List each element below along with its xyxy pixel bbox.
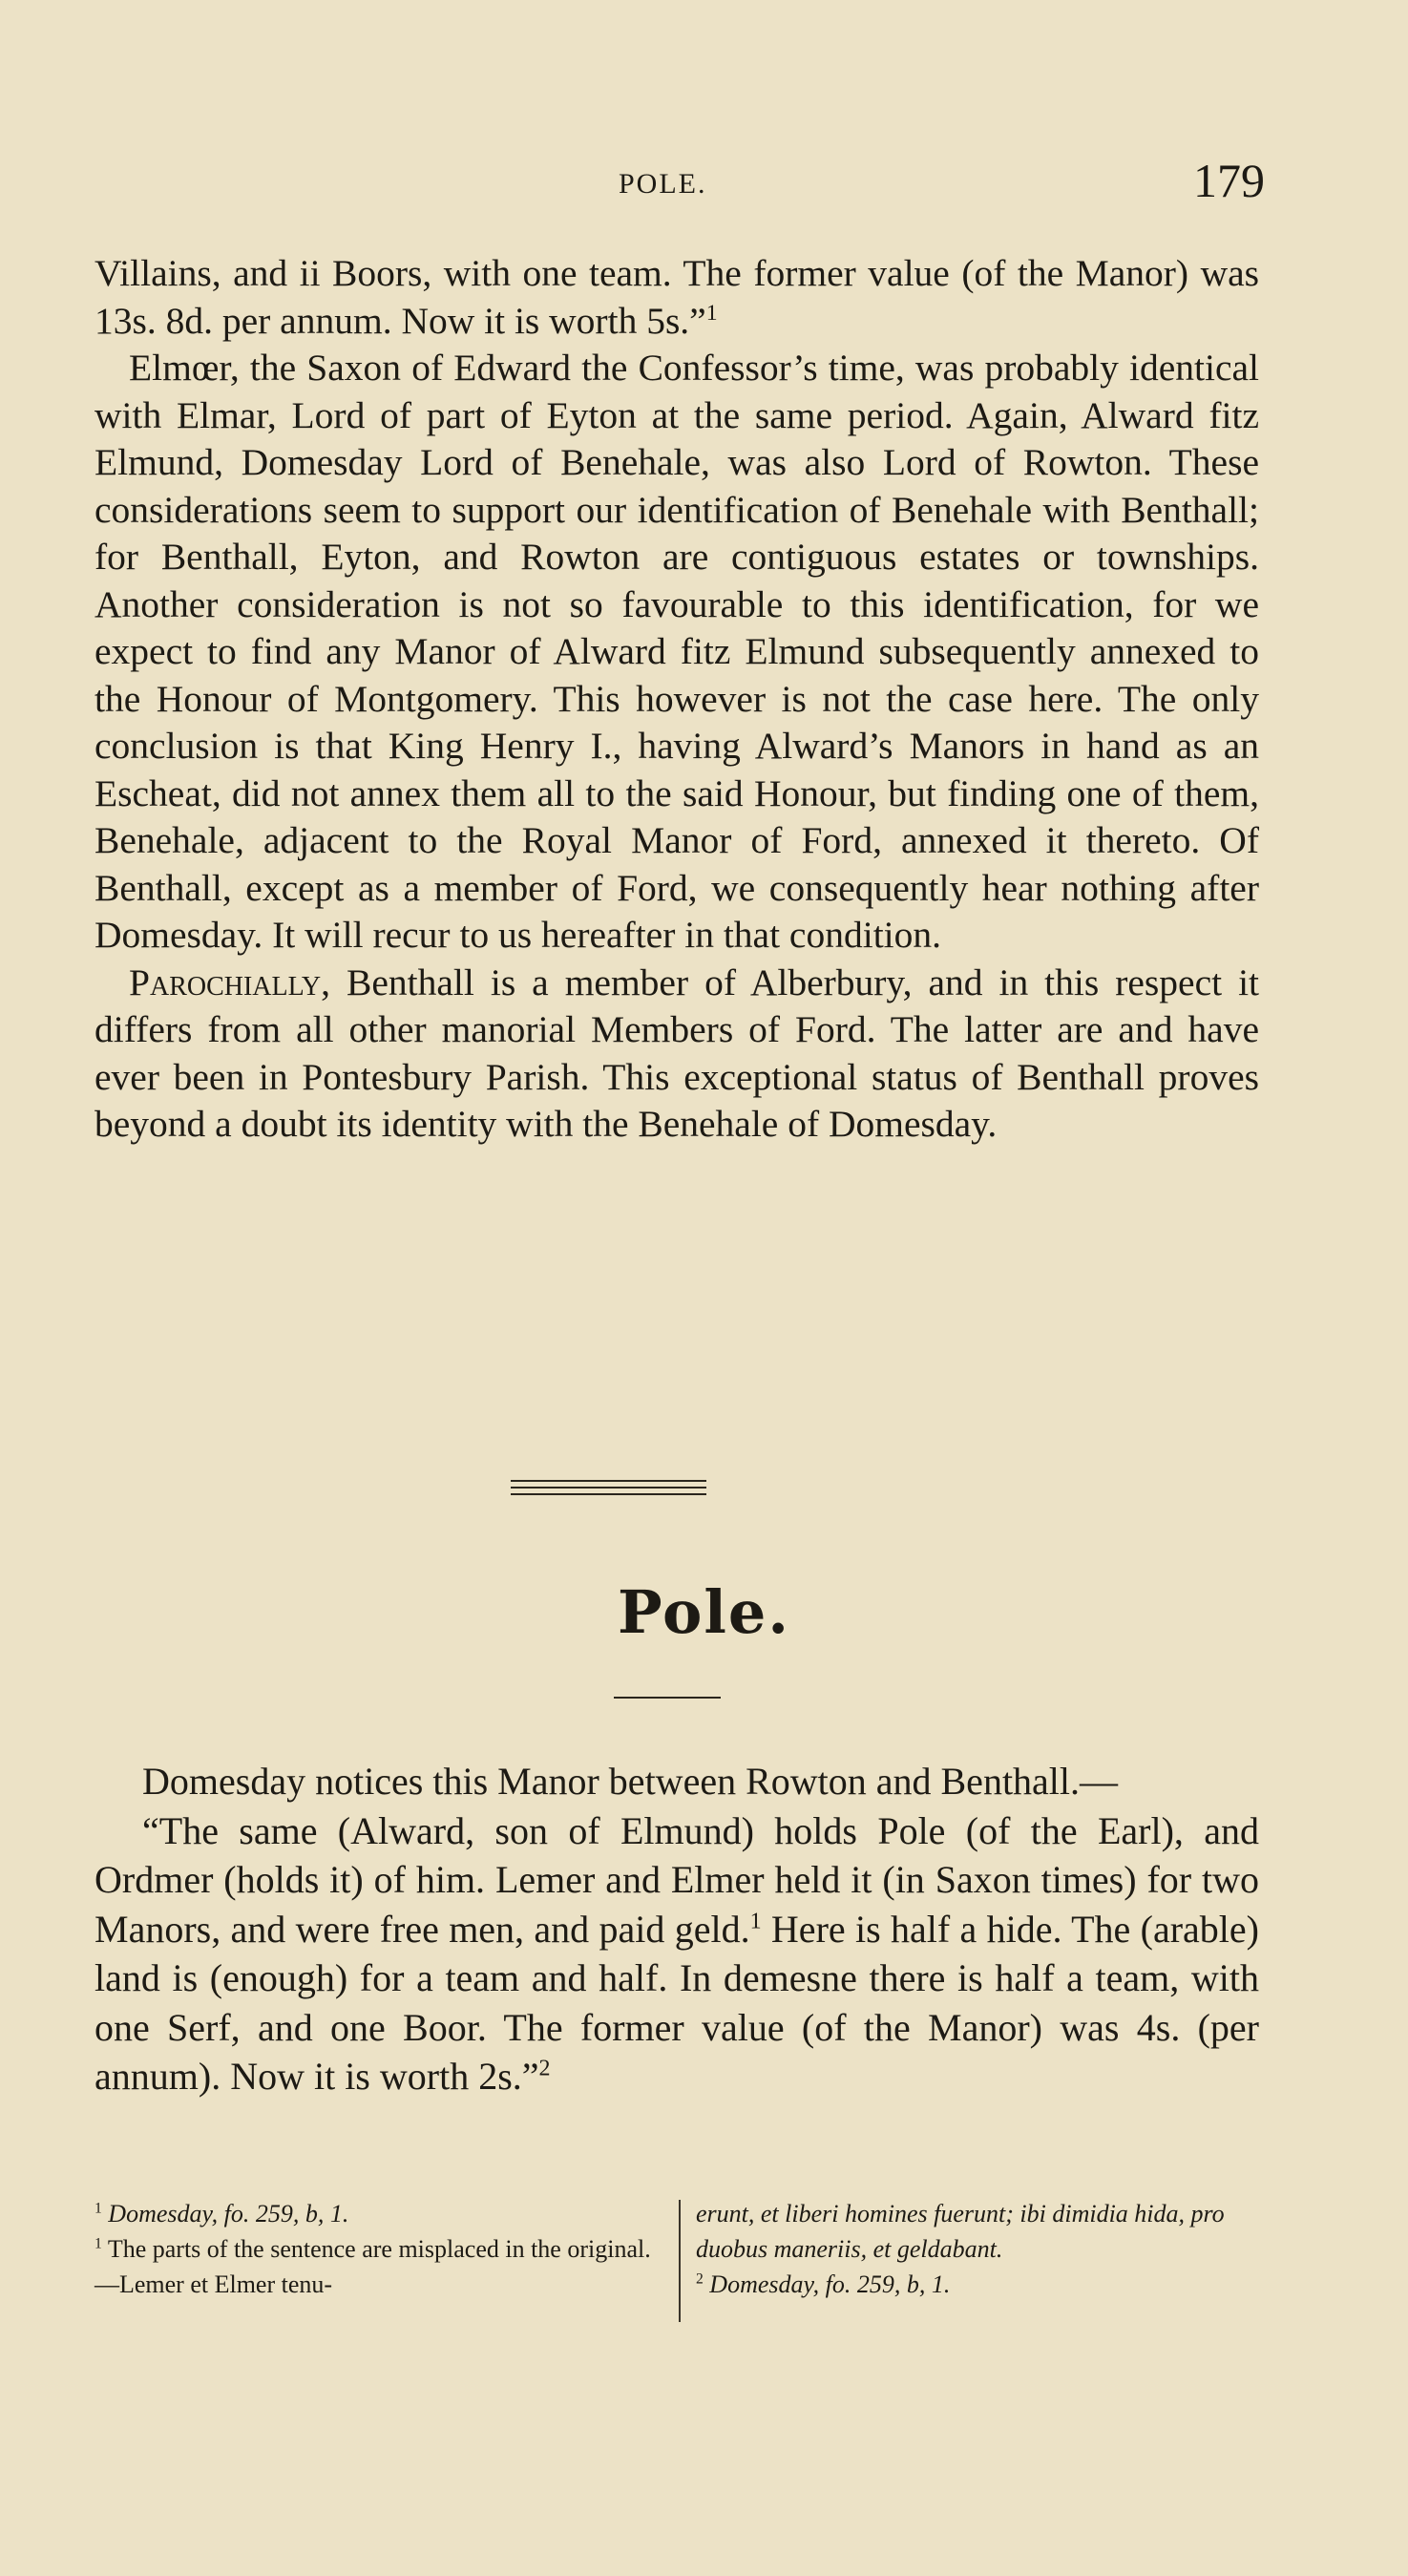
footnote: [95, 2196, 658, 2231]
footnote-text: erunt, et liberi homines fuerunt; ibi dimidia hida, pro duobus maneriis, et geldabant.: [696, 2200, 1225, 2263]
running-head: POLE.: [619, 168, 707, 200]
body-text: [95, 250, 1259, 1149]
footnote-number: 1: [95, 2235, 102, 2252]
lead-word: Parochially,: [129, 961, 331, 1003]
domesday-quote: [95, 1806, 1259, 2101]
footnote: [95, 2231, 658, 2302]
page-header: [0, 154, 1408, 208]
quote-text-1: “The same (Alward, son of Elmund) holds Pole (of the Earl), and Ordmer (holds it) of him. Lemer and Elmer held it (in Saxon times) for two Manors, and were free men, and paid geld.: [95, 1808, 1259, 1951]
section-intro: Domesday notices this Manor between Rowton and Benthall.—: [142, 1760, 1119, 1803]
footnote-number: 2: [696, 2270, 704, 2288]
footnote-text: Domesday, fo. 259, b, 1.: [709, 2270, 951, 2298]
page-number: 179: [1193, 154, 1265, 207]
paragraph-3-text: Benthall is a member of Alberbury, and in this respect it differs from all other manorial Members of Ford. The latter are and have ever been in Pontesbury Parish. This exceptional status of Benthall proves beyond a doubt its identity with the Benehale of Domesday.: [95, 961, 1260, 1145]
footnote-text: The parts of the sentence are misplaced in the original.—Lemer et Elmer tenu-: [95, 2235, 651, 2298]
footnote: [696, 2267, 1278, 2302]
section-divider-double-rule: [511, 1480, 706, 1500]
paragraph-parochially: [95, 960, 1259, 1149]
footnote-column-divider: [679, 2200, 681, 2322]
footnotes: [95, 2196, 1278, 2349]
section-text: [95, 1757, 1259, 2101]
footnote-ref: 2: [538, 2056, 551, 2081]
footnote-number: 1: [95, 2200, 102, 2217]
footnote-text: Domesday, fo. 259, b, 1.: [108, 2200, 349, 2228]
footnotes-left-column: [95, 2196, 658, 2302]
section-title: Pole.: [618, 1577, 790, 1647]
paragraph-continuation: [95, 250, 1259, 345]
paragraph-1-text: Villains, and ii Boors, with one team. The former value (of the Manor) was 13s. 8d. per annum. Now it is worth 5s.”: [95, 252, 1259, 342]
footnote-continuation: [696, 2196, 1278, 2267]
footnote-ref: 1: [705, 300, 718, 326]
quote-text-2: Here is half a hide. The (arable) land is (enough) for a team and half. In demesne there is half a team, with one Serf, and one Boor. The former value (of the Manor) was 4s. (per annum). Now it is worth 2s.”: [95, 1907, 1259, 2098]
footnote-ref: 1: [749, 1909, 762, 1934]
footnotes-right-column: [696, 2196, 1278, 2302]
section-title-rule: [614, 1697, 721, 1699]
paragraph-elmoer: Elmœr, the Saxon of Edward the Confessor’s time, was probably identical with Elmar, Lord of part of Eyton at the same period. Again, Alward fitz Elmund, Domesday Lord of Benehale, was also Lord of Rowton. These considerations seem to support our identification of Benehale with Benthall; for Benthall, Eyton, and Rowton are contiguous estates or townships. Another consideration is not so favourable to this identification, for we expect to find any Manor of Alward fitz Elmund subsequently annexed to the Honour of Montgomery. This however is not the case here. The only conclusion is that King Henry I., having Alward’s Manors in hand as an Escheat, did not annex them all to the said Honour, but finding one of them, Benehale, adjacent to the Royal Manor of Ford, annexed it thereto. Of Benthall, except as a member of Ford, we consequently hear nothing after Domesday. It will recur to us hereafter in that condition.: [95, 347, 1259, 956]
